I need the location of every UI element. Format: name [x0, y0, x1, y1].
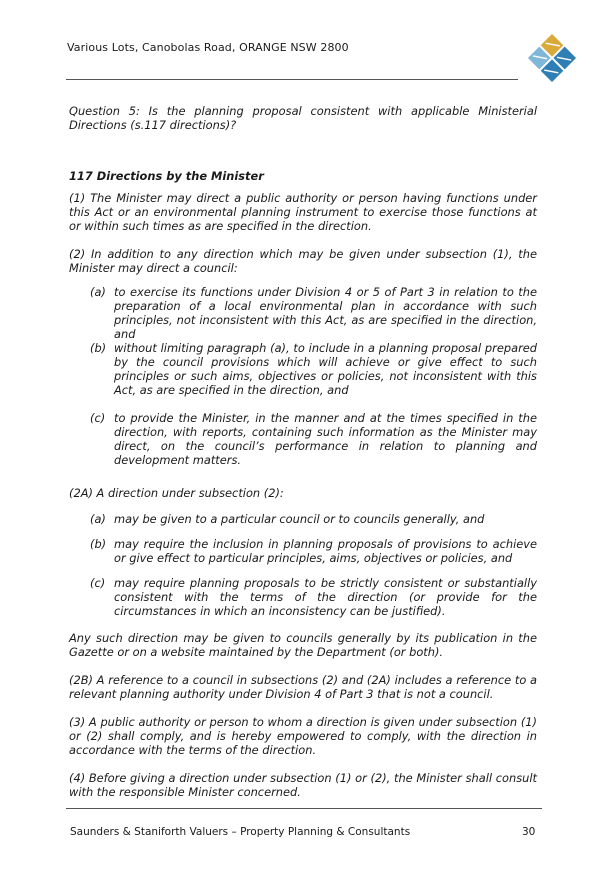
item-label: (c) [90, 576, 106, 590]
subsection-1: (1) The Minister may direct a public authority or person having functions under this Act or an environmental planning instrument to exercise those functions at or within such times as are specified in the direction. [69, 191, 537, 233]
subsection-2: (2) In addition to any direction which may be given under subsection (1), the Minister may direct a council: [69, 247, 537, 275]
item-text: to exercise its functions under Division 4 or 5 of Part 3 in relation to the preparation of a local environmental plan in accordance with such principles, not inconsistent with this Act, as are specified in the direction, and [114, 285, 537, 341]
item-label: (b) [90, 537, 107, 551]
item-label: (b) [90, 341, 107, 355]
item-text: may require the inclusion in planning proposals of provisions to achieve or give effect to particular principles, aims, objectives or policies, and [114, 537, 537, 565]
subsection-2b: (2B) A reference to a council in subsections (2) and (2A) includes a reference to a relevant planning authority under Division 4 of Part 3 that is not a council. [69, 673, 537, 701]
list-item [69, 537, 537, 565]
subsection-2-items [69, 285, 537, 467]
item-label: (a) [90, 285, 106, 299]
list-item [69, 285, 537, 341]
footer-divider [66, 808, 542, 809]
subsection-2a-note: Any such direction may be given to councils generally by its publication in the Gazette or on a website maintained by the Department (or both). [69, 631, 537, 659]
subsection-2a: (2A) A direction under subsection (2): [69, 486, 284, 500]
page-number: 30 [522, 826, 536, 838]
subsection-2a-items [69, 512, 537, 618]
question-text: Question 5: Is the planning proposal consistent with applicable Ministerial Directions (s.117 directions)? [69, 104, 537, 132]
list-item [69, 576, 537, 618]
item-text: may require planning proposals to be strictly consistent or substantially consistent with the terms of the direction (or provide for the circumstances in which an inconsistency can be justified). [114, 576, 537, 618]
subsection-4: (4) Before giving a direction under subsection (1) or (2), the Minister shall consult with the responsible Minister concerned. [69, 771, 537, 799]
item-text: to provide the Minister, in the manner and at the times specified in the direction, with reports, containing such information as the Minister may direct, on the council’s performance in relation to planning and development matters. [114, 411, 537, 467]
item-text: without limiting paragraph (a), to include in a planning proposal prepared by the council provisions which will achieve or give effect to such principles or such aims, objectives or policies, not inconsistent with this Act, as are specified in the direction, and [114, 341, 537, 397]
section-heading: 117 Directions by the Minister [69, 169, 264, 183]
list-item [69, 411, 537, 467]
header-address: Various Lots, Canobolas Road, ORANGE NSW 2800 [67, 41, 349, 54]
item-label: (a) [90, 512, 106, 526]
item-text: may be given to a particular council or to councils generally, and [114, 512, 485, 526]
list-item [69, 341, 537, 397]
company-logo-icon [524, 28, 580, 88]
main-content [69, 104, 537, 799]
header-divider [66, 79, 518, 80]
item-label: (c) [90, 411, 106, 425]
list-item [69, 512, 537, 526]
subsection-3: (3) A public authority or person to whom a direction is given under subsection (1) or (2) shall comply, and is hereby empowered to comply, with the direction in accordance with the terms of the direction. [69, 715, 537, 757]
footer-company: Saunders & Staniforth Valuers – Property Planning & Consultants [70, 826, 411, 838]
